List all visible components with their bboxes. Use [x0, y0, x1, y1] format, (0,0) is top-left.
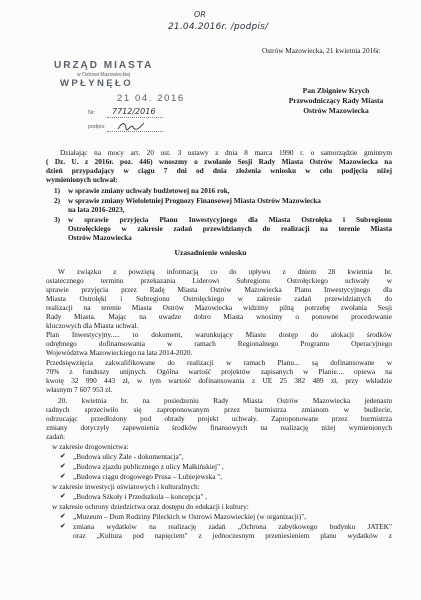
paragraph-line: 20. kwietnia br. na posiedzeniu Rady Miasta Ostrów Mazowiecka jedenastu: [58, 396, 392, 405]
task-item: „Budowa Szkoły i Przedszkola – koncepcja" ,: [73, 492, 208, 501]
handwritten-annotation: [168, 10, 318, 44]
checkmark-icon: ✔: [60, 452, 66, 460]
intro-line: ( Dz. U. z 2016r. poz. 446) wnoszmy o zwołanie Sesji Rady Miasta Ostrów Mazowiecka na: [46, 157, 392, 166]
paragraph-line: ostatecznego terminu przekazania Liderowi Subregionu Ostrołęckiego uchwały w: [46, 276, 392, 285]
stamp-office-name: URZĄD MIASTA: [54, 60, 154, 71]
paragraph-line: odrębnego dofinansowania w ramach Regionalnego Programu Operacyjnego: [46, 339, 392, 348]
paragraph-line: Rady Miasta. Mając na uwadze dobro Miasta wnosimy o ponowne procedowanie: [46, 312, 392, 321]
list-item: na lata 2016-2023,: [68, 205, 125, 214]
place-and-date: Ostrów Mazowiecka, 21 kwietnia 2016r.: [262, 46, 381, 55]
list-item: w sprawie przyjęcia Planu Inwestycyjnego dla Miasta Ostrołęka i Subregionu: [68, 215, 392, 224]
list-item: w sprawie zmiany uchwały budżetowej na 2016 rok,: [68, 186, 230, 195]
stamp-signature-label: podpis:: [88, 124, 106, 130]
justification-heading: Uzasadnienie wniosku: [174, 248, 247, 257]
task-item: „Budowa ciągu drogowego Prusa – Lubiejewska ",: [73, 472, 223, 481]
paragraph-line: sprawie przyjęcia przez Radę Miasta Ostrów Mazowiecka Planu Inwestycyjnego dla: [46, 285, 392, 294]
addressee-city: Ostrów Mazowiecka: [303, 106, 369, 115]
list-number: 1): [54, 186, 61, 195]
stamp-signature-scribble: [116, 120, 146, 132]
intro-line: wymienionych uchwał:: [46, 175, 118, 184]
paragraph-line: Plan Inwestycyjny..... to dokument, warunkujący Miastu dostęp do alokacji środków: [46, 330, 392, 339]
paragraph-line: realizacji na terenie Miasta Ostrów Mazowiecka widzimy pilną potrzebę zwołania Sesji: [46, 303, 392, 312]
stamp-number-line: [107, 117, 163, 118]
list-item: Ostrów Mazowiecka: [68, 233, 132, 242]
stamp-number-value: 7712/2016: [112, 107, 156, 116]
paragraph-line: Miasta Ostrołęki i Subregionu Ostrołęckiego w zakresie zadań przewidzianych do: [46, 294, 392, 303]
checkmark-icon: ✔: [60, 472, 66, 480]
list-number: 2): [54, 196, 61, 205]
stamp-date: 21 04. 2016: [117, 93, 185, 104]
paragraph-line: Województwa Mazowieckiego na lata 2014-2020.: [46, 348, 193, 357]
list-number: 3): [54, 215, 61, 224]
stamp-number-label: Nr:: [88, 110, 96, 116]
handwritten-note: 21.04.2016r. /podpis/: [168, 22, 269, 32]
task-item: oraz „Kultura pod napięciem" z jednoczesnym przeniesieniem planu wydatków z: [73, 531, 392, 540]
intro-line: dzień przypadający w ciągu 7 dni od dnia złożenia wniosku w celu podjęcia niżej: [46, 166, 392, 175]
checkmark-icon: ✔: [60, 492, 66, 500]
received-stamp: [34, 58, 192, 138]
task-item: zmiana wydatków na realizację zadań „Ochrona zabytkowego budynku JATEK": [73, 522, 392, 531]
paragraph-line: Przedsięwzięcia zakwalifikowane do realizacji w ramach Planu... są dofinansowane w: [46, 358, 392, 367]
paragraph-line: odrzucając przedłożony pod obrady projekt uchwały. Zaproponowane przez burmistrza: [46, 414, 392, 423]
paragraph-line: kluczowych dla Miasta uchwał.: [46, 321, 139, 330]
list-item: Ostrołęckiego w zakresie zadań przewidzianych do realizacji na terenie Miasta: [68, 224, 392, 233]
section-heading-education: w zakresie inwestycji oświatowych i kulturalnych:: [52, 482, 200, 491]
task-item: „Budowa ulicy Żale - dokumentacja",: [73, 452, 184, 461]
stamp-office-location: w Ostrowi Mazowieckiej: [77, 72, 131, 78]
paragraph-line: własnym 7 607 953 zł.: [46, 385, 113, 394]
paragraph-line: zadań:: [46, 432, 66, 441]
addressee-name: Pan Zbigniew Krych: [302, 86, 370, 95]
paragraph-line: radnych sprzeciwiło się zaproponowanym przez burmistrza zmianom w budżecie,: [46, 405, 392, 414]
section-heading-roads: w zakresie drogownictwa:: [52, 442, 129, 451]
section-heading-heritage: w zakresie ochrony dziedzictwa oraz dostępu do edukacji i kultury:: [52, 502, 249, 511]
checkmark-icon: ✔: [60, 522, 66, 530]
handwritten-registry-mark: OR: [194, 10, 206, 19]
task-item: „Budowa zjazdu publicznego z ulicy Małkińskiej" ,: [73, 462, 224, 471]
paragraph-line: W związku z powziętą informacją co do upływu z dniem 28 kwietnia br.: [58, 267, 392, 276]
task-item: „Muzeum – Dom Rodziny Pileckich w Ostrowi Mazowieckiej (w organizacji)",: [73, 512, 307, 521]
paragraph-line: zmiany dotyczyły zapewnienia środków finansowych na realizację niżej wymienionych: [46, 423, 392, 432]
stamp-received-label: WPŁYNĘŁO: [60, 78, 134, 89]
intro-line: Działając na mocy art. 20 ust. 3 ustawy z dnia 8 marca 1990 r. o samorządzie gminnym: [60, 148, 392, 157]
addressee-title: Przewodniczący Rady Miasta: [288, 96, 384, 105]
list-item: w sprawie zmiany Wieloletniej Prognozy Finansowej Miasta Ostrów Mazowiecka: [68, 196, 321, 205]
checkmark-icon: ✔: [60, 512, 66, 520]
paragraph-line: 70% z funduszy unijnych. Ogólna wartość projektów zapisanych w Planie.... opiewa na: [46, 367, 392, 376]
paragraph-line: kwotę 32 990 443 zł, w tym wartość dofinansowania z UE 25 382 489 zł, przy wkładzie: [46, 376, 392, 385]
checkmark-icon: ✔: [60, 462, 66, 470]
